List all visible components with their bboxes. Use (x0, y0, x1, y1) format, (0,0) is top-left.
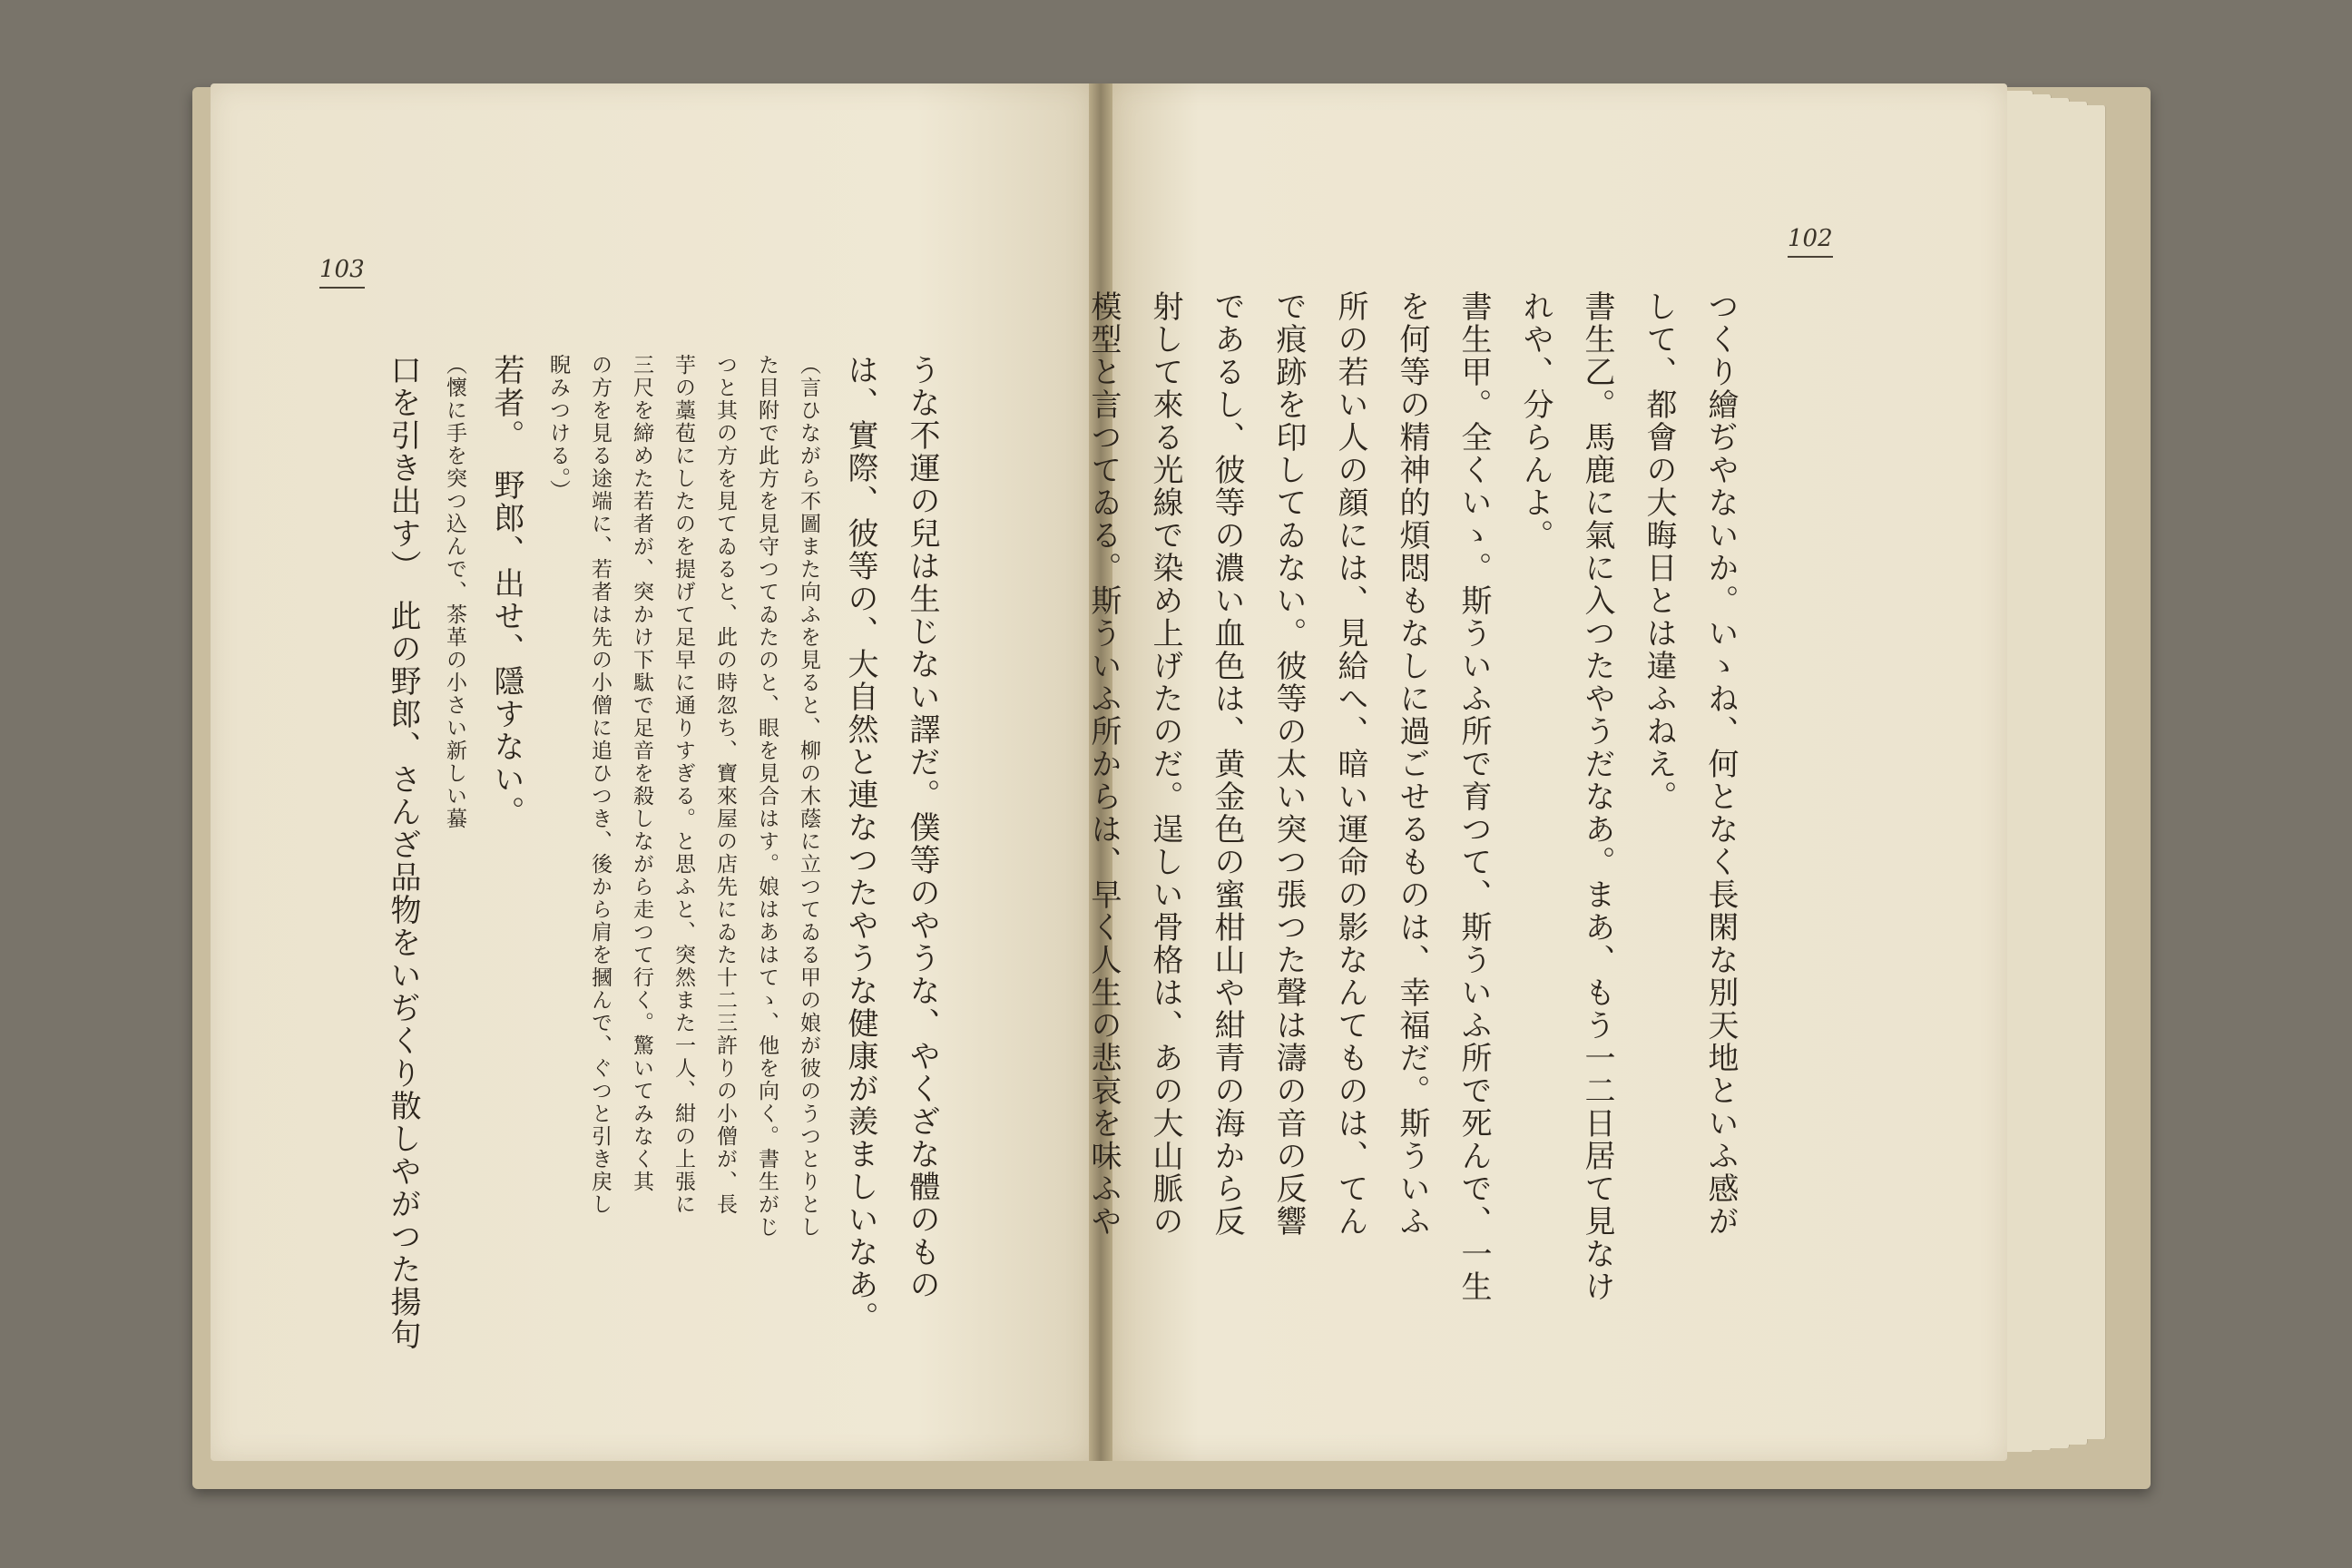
text-line: 模型と言つてゐる。斯ういふ所からは、早く人生の悲哀を味ふや (1085, 290, 1122, 1238)
text-line: であるし、彼等の濃い血色は、黄金色の蜜柑山や紺青の海から反 (1209, 290, 1245, 1238)
text-line: は、實際、彼等の、大自然と連なつたやうな健康が羨ましいなあ。 (842, 354, 878, 1334)
text-line: 射して來る光線で染め上げたのだ。逞しい骨格は、あの大山脈の (1147, 290, 1183, 1238)
text-line: 若者。 野郎、出せ、隱すない。 (488, 354, 524, 828)
vertical-text-column-group (372, 354, 953, 1370)
left-page-text (318, 354, 953, 1370)
page-number-right: 102 (1788, 225, 1833, 258)
text-line: 三尺を締めた若者が、突かけ下駄で足音を殺しながら走つて行く。驚いてみなく其 (630, 354, 653, 1193)
page-edge (1996, 105, 2106, 1439)
text-line: つと其の方を見てゐると、此の時忽ち、寶來屋の店先にゐた十二三許りの小僧が、長 (713, 354, 737, 1216)
text-line: た目附で此方を見守つてゐたのと、眼を見合はす。娘はあはてゝ、他を向く。書生がじ (755, 354, 779, 1239)
text-line: （懷に手を突つ込んで、茶革の小さい新しい蟇 (443, 354, 466, 830)
vertical-text-column-group (1073, 290, 1751, 1307)
text-line: 芋の藁苞にしたのを提げて足早に通りすぎる。と思ふと、突然また一人、紺の上張に (671, 354, 695, 1216)
text-line: を何等の精神的煩悶もなしに過ごせるものは、幸福だ。斯ういふ (1394, 290, 1430, 1238)
text-line: で痕跡を印してゐない。彼等の太い突つ張つた聲は濤の音の反響 (1270, 290, 1307, 1238)
text-line: の方を見る途端に、若者は先の小僧に追ひつき、後から肩を摑んで、ぐつと引き戻し (588, 354, 612, 1216)
page-number-left: 103 (319, 256, 365, 289)
text-line: 口を引き出す） 此の野郎、さんざ品物をいぢくり散しやがつた揚句 (385, 354, 421, 1351)
text-line: 書生乙。馬鹿に氣に入つたやうだなあ。まあ、もう一二日居て見なけ (1579, 290, 1615, 1303)
text-line: つくり繪ぢやないか。いゝね、何となく長閑な別天地といふ感が (1702, 290, 1739, 1238)
text-line: （言ひながら不圖また向ふを見ると、柳の木蔭に立つてゐる甲の娘が彼のうつとりとし (797, 354, 820, 1239)
text-line: 書生甲。全くいゝ。斯ういふ所で育つて、斯ういふ所で死んで、一生 (1455, 290, 1492, 1303)
text-line: して、都會の大晦日とは違ふねえ。 (1641, 290, 1677, 813)
right-page-text (1085, 290, 1751, 1307)
text-line: 所の若い人の顔には、見給へ、暗い運命の影なんてものは、てん (1332, 290, 1368, 1238)
text-line: 睨みつける。） (546, 354, 570, 503)
text-line: うな不運の兒は生じない譯だ。僕等のやうな、やくざな體のもの (904, 354, 940, 1301)
text-line: れや、分らんよ。 (1517, 290, 1553, 552)
